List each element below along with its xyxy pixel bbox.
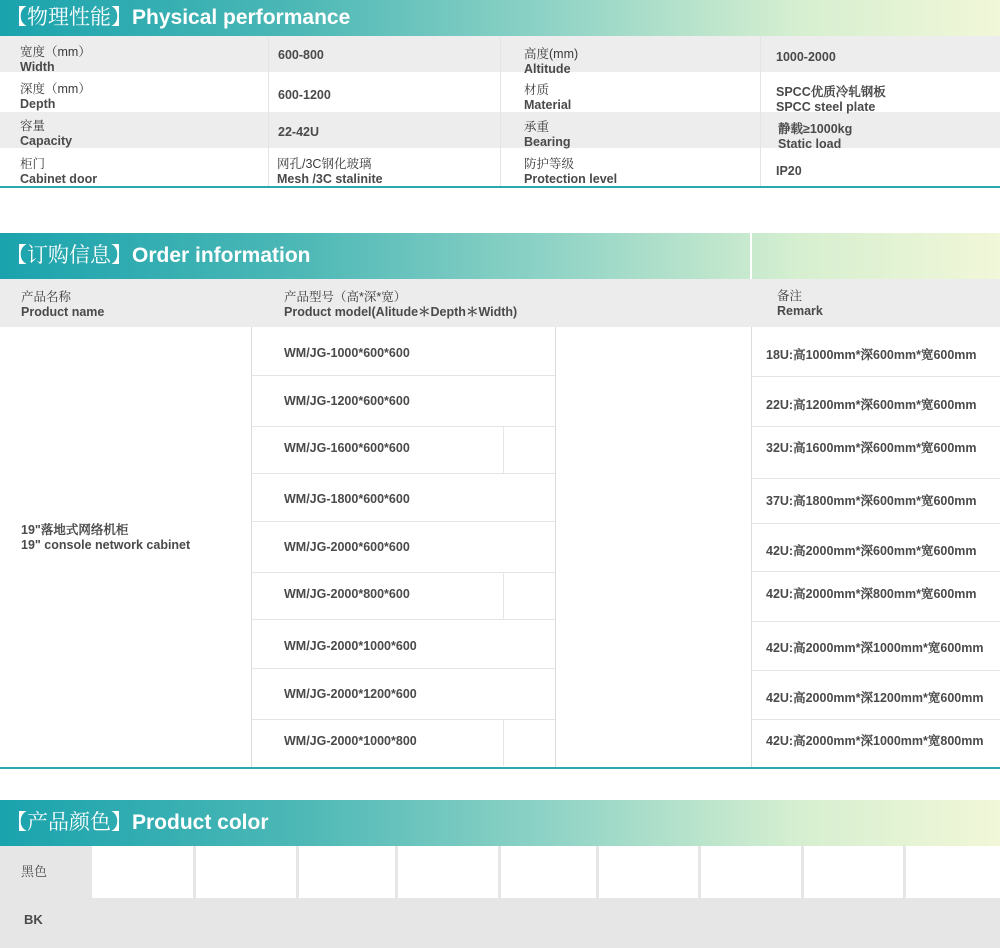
order-title-en: Order information bbox=[132, 244, 311, 267]
color-name-en: BK bbox=[24, 912, 43, 927]
remark-cell: 22U:高1200mm*深600mm*宽600mm bbox=[766, 398, 977, 412]
physical-header-band bbox=[0, 0, 1000, 36]
model-cell: WM/JG-2000*1200*600 bbox=[284, 687, 417, 701]
band-divider bbox=[750, 233, 752, 279]
spec-value: SPCC优质冷轧钢板 SPCC steel plate bbox=[776, 85, 886, 114]
color-swatch bbox=[906, 846, 1000, 898]
color-header-band bbox=[0, 800, 1000, 846]
order-title bbox=[6, 233, 311, 279]
spec-value: 静载≥1000kg Static load bbox=[778, 122, 853, 151]
spec-label: 柜门 Cabinet door bbox=[20, 157, 98, 186]
spec-label: 高度(mm) Altitude bbox=[524, 47, 579, 76]
remark-cell: 18U:高1000mm*深600mm*宽600mm bbox=[766, 348, 977, 362]
color-swatch bbox=[398, 846, 498, 898]
model-cell: WM/JG-2000*600*600 bbox=[284, 540, 410, 554]
color-swatch bbox=[701, 846, 801, 898]
model-cell: WM/JG-2000*1000*600 bbox=[284, 639, 417, 653]
color-swatch bbox=[299, 846, 395, 898]
section-divider bbox=[0, 186, 1000, 188]
spec-value: 600-1200 bbox=[278, 88, 331, 102]
model-cell: WM/JG-1000*600*600 bbox=[284, 346, 410, 360]
remark-cell: 42U:高2000mm*深1000mm*宽600mm bbox=[766, 641, 984, 655]
remark-cell: 42U:高2000mm*深1000mm*宽800mm bbox=[766, 734, 984, 748]
spec-value: 网孔/3C钢化玻璃 Mesh /3C stalinite bbox=[277, 157, 383, 186]
color-swatch bbox=[196, 846, 296, 898]
model-cell: WM/JG-1800*600*600 bbox=[284, 492, 410, 506]
model-cell: WM/JG-1200*600*600 bbox=[284, 394, 410, 408]
color-swatch bbox=[92, 846, 193, 898]
header-product-name: 产品名称 Product name bbox=[21, 290, 105, 319]
color-title bbox=[6, 800, 269, 846]
physical-title bbox=[6, 0, 350, 36]
remark-cell: 37U:高1800mm*深600mm*宽600mm bbox=[766, 494, 977, 508]
section-divider bbox=[0, 767, 1000, 769]
spec-label: 深度（mm） Depth bbox=[20, 82, 91, 111]
color-title-en: Product color bbox=[132, 811, 269, 834]
header-product-model: 产品型号（高*深*宽） Product model(Alitude＊Depth＊Width) bbox=[284, 290, 518, 319]
physical-title-cn: 【物理性能】 bbox=[6, 6, 132, 29]
color-swatch bbox=[501, 846, 596, 898]
header-remark: 备注 Remark bbox=[777, 289, 823, 318]
physical-title-en: Physical performance bbox=[132, 6, 351, 29]
spec-value: 600-800 bbox=[278, 48, 324, 62]
model-cell: WM/JG-2000*800*600 bbox=[284, 587, 410, 601]
color-swatch bbox=[804, 846, 903, 898]
color-swatch bbox=[599, 846, 698, 898]
remark-cell: 42U:高2000mm*深600mm*宽600mm bbox=[766, 544, 977, 558]
spec-label: 容量 Capacity bbox=[20, 119, 73, 148]
model-cell: WM/JG-2000*1000*800 bbox=[284, 734, 417, 748]
spec-label: 承重 Bearing bbox=[524, 120, 571, 149]
spec-value: IP20 bbox=[776, 164, 802, 178]
product-name-cell: 19"落地式网络机柜 19" console network cabinet bbox=[21, 523, 191, 552]
remark-cell: 32U:高1600mm*深600mm*宽600mm bbox=[766, 441, 977, 455]
order-title-cn: 【订购信息】 bbox=[6, 244, 132, 267]
color-name-cn: 黑色 bbox=[21, 864, 48, 879]
remark-cell: 42U:高2000mm*深1200mm*宽600mm bbox=[766, 691, 984, 705]
spec-value: 22-42U bbox=[278, 125, 319, 139]
model-cell: WM/JG-1600*600*600 bbox=[284, 441, 410, 455]
spec-value: 1000-2000 bbox=[776, 50, 836, 64]
spec-label: 防护等级 Protection level bbox=[524, 157, 618, 186]
order-header-band bbox=[0, 233, 1000, 279]
spec-label: 宽度（mm） Width bbox=[20, 45, 91, 74]
remark-cell: 42U:高2000mm*深800mm*宽600mm bbox=[766, 587, 977, 601]
color-title-cn: 【产品颜色】 bbox=[6, 811, 132, 834]
spec-label: 材质 Material bbox=[524, 83, 572, 112]
